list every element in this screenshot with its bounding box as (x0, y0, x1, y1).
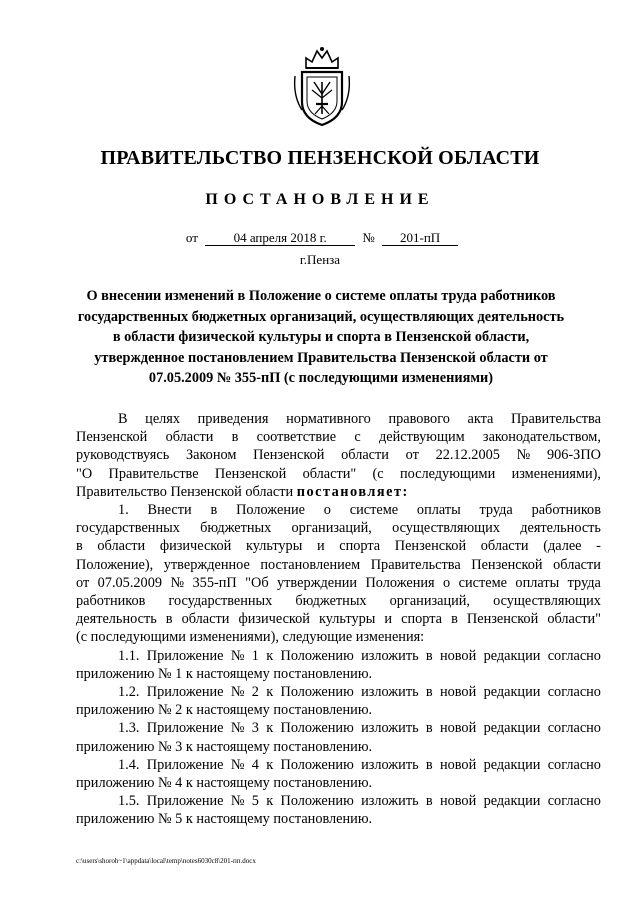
word: Приложение (146, 756, 224, 773)
word: в (425, 647, 433, 664)
word: в (425, 756, 433, 773)
heading-line: государственных бюджетных организаций, осуществляющих деятельность (77, 308, 565, 325)
word: (с (372, 465, 384, 482)
word: области (97, 538, 146, 555)
word: согласно (547, 720, 601, 737)
government-name: Правительство Пензенской области (76, 483, 294, 500)
word: Приложение (146, 720, 224, 737)
word: области (181, 611, 230, 628)
word: изложить (361, 647, 419, 664)
text-line (76, 410, 601, 428)
word: Приложение (146, 647, 224, 664)
word: области" (302, 465, 357, 482)
word: труда (479, 502, 513, 519)
word: от (76, 574, 90, 591)
text-line (76, 537, 601, 555)
text-line (76, 519, 601, 537)
document-body (76, 410, 601, 829)
word: № (516, 447, 531, 464)
word: согласно (547, 647, 601, 664)
document-heading (76, 286, 566, 389)
word: к (266, 793, 274, 810)
word: в (76, 538, 83, 555)
word: государственных (168, 593, 273, 610)
word: изменениями), (511, 465, 601, 482)
penza-coat-of-arms-icon (293, 46, 351, 128)
word: 07.05.2009 (97, 574, 162, 591)
word: 1.4. (118, 756, 140, 773)
heading-line: в области физической культуры и спорта в Пензенской области, (112, 329, 530, 345)
word: постановлением (260, 556, 361, 573)
word: руководствуясь (76, 447, 170, 464)
word: с (354, 429, 361, 446)
word: Пензенской (253, 447, 325, 464)
text-line (76, 574, 601, 592)
city: г.Пенза (299, 252, 341, 267)
word: осуществляющих (493, 593, 601, 610)
word: области (480, 538, 529, 555)
text-line (76, 465, 601, 483)
word: изложить (361, 720, 419, 737)
word: новой (439, 756, 477, 773)
word: области (341, 447, 389, 464)
word: утвержденное (163, 556, 250, 573)
word: действующим (379, 429, 465, 446)
subitem-line (76, 792, 601, 810)
word: в (425, 684, 433, 701)
date-prefix: от (185, 230, 198, 245)
word: 355-пП (192, 574, 237, 591)
word: Внести (147, 502, 192, 519)
word: и (384, 611, 393, 628)
word: 2 (251, 684, 259, 701)
document-type: ПОСТАНОВЛЕНИЕ (205, 191, 435, 208)
word: к (266, 720, 274, 737)
word: редакции (483, 720, 541, 737)
word: № (230, 647, 245, 664)
word: деятельность (76, 611, 157, 628)
word: культуры (245, 538, 303, 555)
document-date: 04 апреля 2018 г. (205, 231, 355, 246)
word: Положению (280, 756, 354, 773)
word: Пензенской (394, 538, 467, 555)
word: правового (388, 411, 450, 427)
word: 5 (251, 793, 259, 810)
subitem-line (76, 647, 601, 665)
subitem-line (76, 683, 601, 701)
word: деятельность (520, 520, 601, 537)
word: в (425, 720, 433, 737)
text-line (76, 428, 601, 446)
word: 22.12.2005 (435, 447, 500, 464)
word: Положение (236, 502, 305, 519)
word: Пензенской (76, 429, 148, 446)
document-number: 201-пП (382, 231, 458, 246)
word: работников (76, 593, 146, 610)
word: 3 (251, 720, 259, 737)
word: бюджетных (200, 520, 272, 537)
word: акта (467, 411, 494, 427)
word: 4 (251, 756, 259, 773)
word: в (451, 611, 458, 628)
subitem-line: приложению № 3 к настоящему постановлению. (76, 738, 373, 755)
subitem-line: приложению № 2 к настоящему постановлению. (76, 702, 373, 719)
word: системе (349, 502, 399, 519)
word: новой (439, 793, 477, 810)
word: № (230, 756, 245, 773)
date-number-line (0, 230, 640, 246)
word: государственных (76, 520, 180, 537)
subitem-line (76, 719, 601, 737)
text-line (76, 592, 601, 610)
word: области (165, 429, 214, 446)
subitem-line: приложению № 4 к настоящему постановлению. (76, 775, 373, 792)
word: Законом (185, 447, 237, 464)
word: Правительства (510, 411, 601, 427)
word: к (266, 647, 274, 664)
word: труда (567, 574, 601, 591)
heading-line: утвержденное постановлением Правительства Пензенской области от (94, 349, 548, 366)
word: "О (76, 465, 93, 482)
word: приведения (197, 411, 269, 427)
word: (далее (543, 538, 582, 555)
word: физической (159, 538, 232, 555)
word: нормативного (286, 411, 371, 427)
word: Положение), (76, 556, 154, 573)
subitem-line: приложению № 1 к настоящему постановлению. (76, 665, 373, 682)
word: осуществляющих (392, 520, 500, 537)
file-path-footer: c:\users\shoroh~1\appdata\local\temp\notes6030c8\201-пп.docx (76, 857, 256, 865)
word: в (231, 429, 239, 446)
word: изложить (361, 793, 419, 810)
word: согласно (547, 684, 601, 701)
word: в (165, 611, 173, 628)
word: Положения (365, 574, 435, 591)
word: от (405, 447, 419, 464)
word: № (230, 720, 245, 737)
subitem-line (76, 756, 601, 774)
word: работников (531, 502, 601, 519)
word: и (316, 538, 325, 555)
word: Правительстве (108, 465, 199, 482)
word: спорта (339, 538, 381, 555)
word: оплаты (515, 574, 560, 591)
word: бюджетных (295, 593, 367, 610)
word: к (266, 756, 274, 773)
word: о (323, 502, 331, 519)
decree-word: постановляет: (296, 483, 409, 500)
subitem-line: приложению № 5 к настоящему постановлению. (76, 811, 373, 828)
word: редакции (483, 756, 541, 773)
word: изложить (361, 684, 419, 701)
word: редакции (483, 793, 541, 810)
word: Правительства (370, 556, 461, 573)
word: Положению (280, 647, 354, 664)
word: Пензенской (471, 556, 543, 573)
word: Положению (280, 720, 354, 737)
word: культуры (319, 611, 376, 628)
word: новой (439, 647, 477, 664)
word: 1.3. (118, 720, 140, 737)
word: о (443, 574, 451, 591)
word: изложить (361, 756, 419, 773)
word: системе (458, 574, 507, 591)
word: области (553, 556, 601, 573)
text-line (76, 556, 601, 574)
text-line: (с последующими изменениями), следующие изменения: (76, 629, 425, 646)
heading-line: 07.05.2009 № 355-пП (с последующими изменениями) (148, 370, 494, 386)
word: утверждении (277, 574, 358, 591)
word: законодательством, (482, 429, 601, 446)
word: физической (238, 611, 310, 628)
word: целях (145, 411, 181, 427)
word: "Об (245, 574, 269, 591)
word: к (266, 684, 274, 701)
word: Положению (280, 684, 354, 701)
word: согласно (547, 793, 601, 810)
word: № (170, 574, 185, 591)
word: организаций, (389, 593, 470, 610)
word: 1 (251, 647, 259, 664)
word: спорта (401, 611, 443, 628)
word: Пензенской (214, 465, 287, 482)
word: Приложение (146, 793, 224, 810)
text-line (76, 610, 601, 628)
word: редакции (483, 684, 541, 701)
word: новой (439, 720, 477, 737)
number-sign: № (362, 230, 375, 245)
word: оплаты (416, 502, 461, 519)
word: организаций, (291, 520, 372, 537)
word: согласно (547, 756, 601, 773)
word: № (230, 684, 245, 701)
heading-line: О внесении изменений в Положение о системе оплаты труда работников (86, 288, 556, 304)
word: Положению (280, 793, 354, 810)
word: в (210, 502, 218, 519)
word: 1.1. (118, 647, 140, 664)
government-title: ПРАВИТЕЛЬСТВО ПЕНЗЕНСКОЙ ОБЛАСТИ (100, 147, 540, 169)
word: 1.5. (118, 793, 140, 810)
word: Пензенской (466, 611, 539, 628)
word: Приложение (146, 684, 224, 701)
word: последующими (399, 465, 496, 482)
word: 1.2. (118, 684, 140, 701)
word: области" (547, 611, 601, 628)
text-line (76, 446, 601, 464)
word: 1. (118, 502, 129, 519)
word: 906-ЗПО (546, 447, 601, 464)
word: новой (439, 684, 477, 701)
word: в (425, 793, 433, 810)
text-line (76, 483, 601, 501)
text-line (76, 501, 601, 519)
word: - (596, 538, 601, 555)
word: В (118, 411, 128, 427)
word: редакции (483, 647, 541, 664)
word: № (230, 793, 245, 810)
word: соответствие (256, 429, 337, 446)
